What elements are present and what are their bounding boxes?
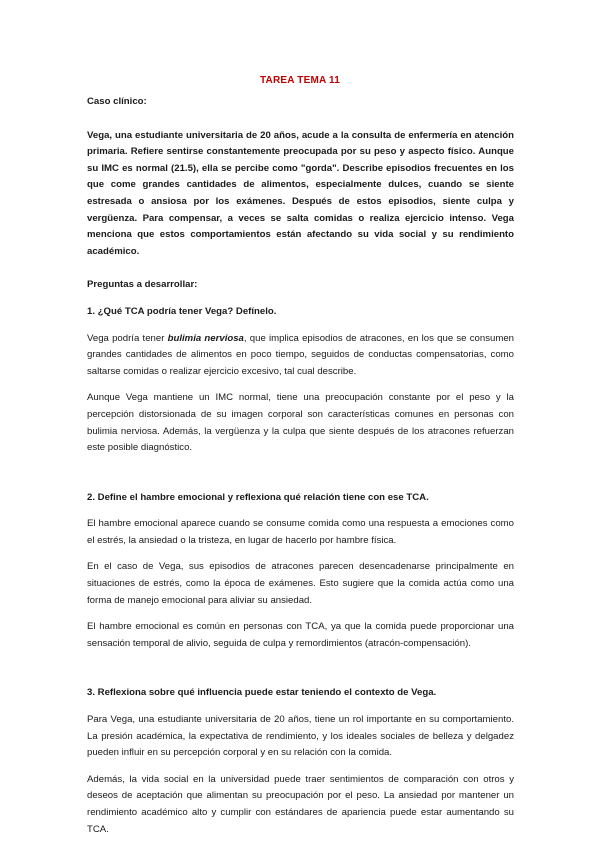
q1-p1-after: , que implica episodios de atracones, en los que se consumen grandes cantidades de alimentos en poco tiempo, seguidos de conductas compensatorias, como saltarse comidas o realizar ejercicio excesivo, tal cual describe. — [87, 332, 514, 377]
question-3-paragraph-1: Para Vega, una estudiante universitaria de 20 años, tiene un rol importante en su comportamiento. La presión académica, la expectativa de rendimiento, y los ideales sociales de belleza y delgadez pueden influir en su percepción corporal y en su relación con la comida. — [87, 714, 514, 759]
questions-heading: Preguntas a desarrollar: — [87, 279, 198, 291]
question-2-paragraph-3: El hambre emocional es común en personas con TCA, ya que la comida puede proporcionar una sensación temporal de alivio, seguida de culpa y remordimientos (atracón-compensación). — [87, 621, 514, 649]
question-3-paragraph-2: Además, la vida social en la universidad puede traer sentimientos de comparación con otros y deseos de aceptación que alimentan su preocupación por el peso. La ansiedad por mantener un rendimiento académico alto y cumplir con estándares de apariencia puede estar aumentando su TCA. — [87, 773, 514, 835]
document-title: TAREA TEMA 11 — [259, 75, 341, 86]
question-2-heading: 2. Define el hambre emocional y reflexiona qué relación tiene con ese TCA. — [87, 491, 429, 503]
q1-p1-before: Vega podría tener — [87, 332, 168, 344]
q1-p1-emphasis: bulimia nerviosa — [167, 332, 244, 344]
question-1-heading: 1. ¿Qué TCA podría tener Vega? Defínelo. — [87, 305, 277, 317]
document-body — [87, 94, 514, 838]
question-3-heading: 3. Reflexiona sobre qué influencia puede estar teniendo el contexto de Vega. — [87, 687, 437, 699]
case-text: Vega, una estudiante universitaria de 20 años, acude a la consulta de enfermería en atención primaria. Refiere sentirse constantemente preocupada por su peso y aspecto físico. Aunque su IMC es normal (21.5), ella se percibe como "gorda". Describe episodios frecuentes en los que come grandes cantidades de alimentos, especialmente dulces, cuando se siente estresada o ansiosa por los exámenes. Después de estos episodios, siente culpa y vergüenza. Para compensar, a veces se salta comidas o realiza ejercicio intenso. Vega menciona que estos comportamientos están afectando su vida social y su rendimiento académico. — [87, 129, 514, 257]
question-1-paragraph-2: Aunque Vega mantiene un IMC normal, tiene una preocupación constante por el peso y la percepción distorsionada de su imagen corporal son características comunes en personas con bulimia nerviosa. Además, la vergüenza y la culpa que siente después de los atracones refuerzan este posible diagnóstico. — [87, 392, 514, 454]
question-1-paragraph-1 — [87, 331, 514, 381]
question-2-paragraph-1: El hambre emocional aparece cuando se consume comida como una respuesta a emociones como el estrés, la ansiedad o la tristeza, en lugar de hacerlo por hambre física. — [87, 518, 514, 546]
question-2-paragraph-2: En el caso de Vega, sus episodios de atracones parecen desencadenarse principalmente en situaciones de estrés, como la época de exámenes. Esto sugiere que la comida actúa como una forma de manejo emocional para aliviar su ansiedad. — [87, 561, 514, 606]
case-heading: Caso clínico: — [87, 96, 147, 107]
